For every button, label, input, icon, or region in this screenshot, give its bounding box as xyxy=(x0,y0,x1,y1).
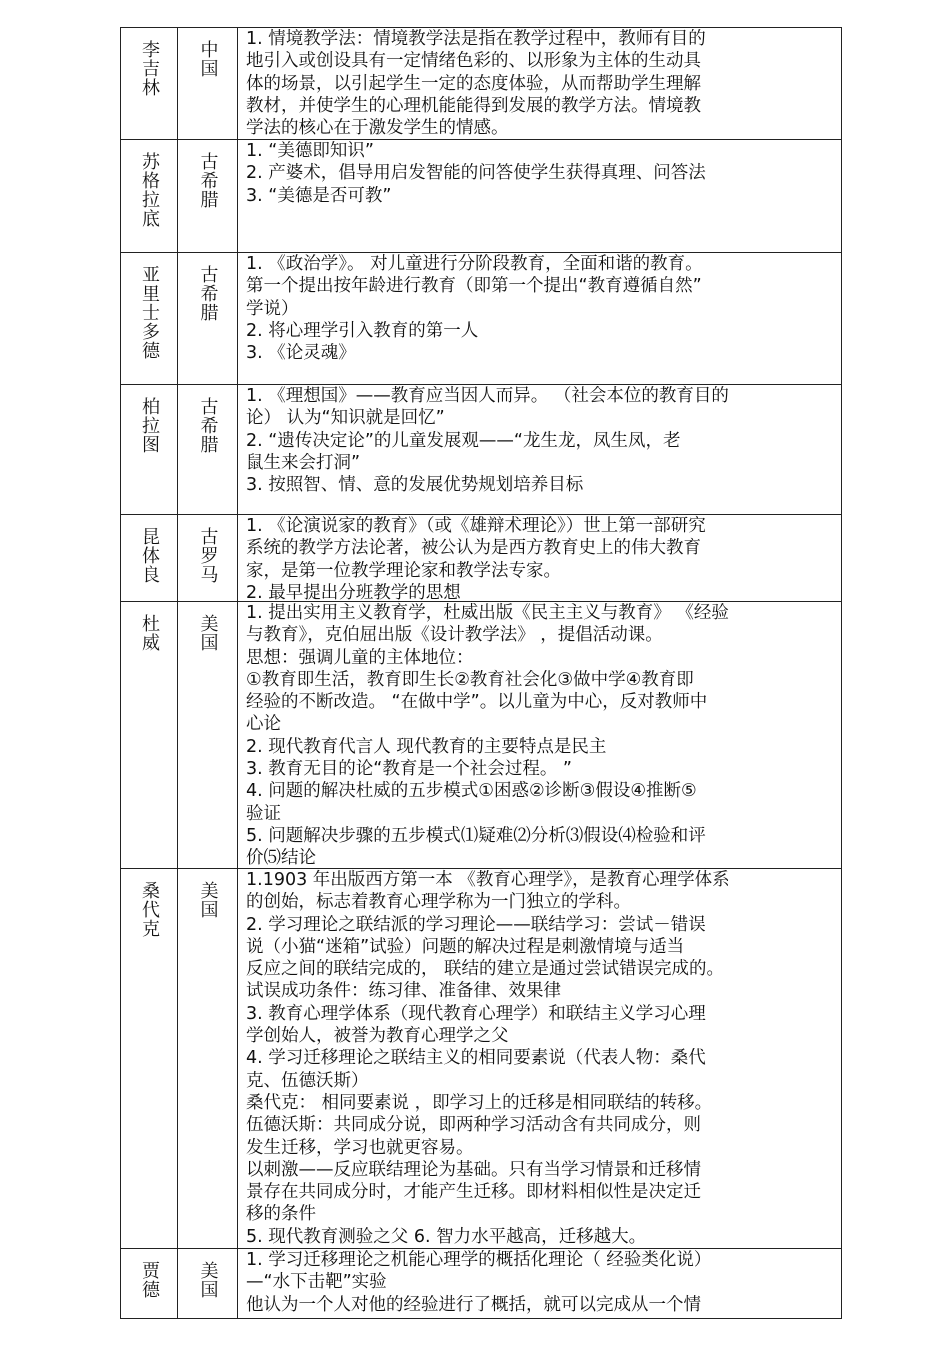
country-cell xyxy=(178,1249,238,1318)
contribution-line: 验证 xyxy=(246,803,281,824)
contribution-line: 2. “遗传决定论”的儿童发展观——“龙生龙，凤生凤，老 xyxy=(246,430,681,451)
educator-name: 柏拉图 xyxy=(139,397,160,454)
table-row xyxy=(120,27,842,140)
country: 古罗马 xyxy=(197,527,219,584)
country-cell xyxy=(178,515,238,601)
contribution-line: 地引入或创设具有一定情绪色彩的、以形象为主体的生动具 xyxy=(246,51,701,72)
country-cell xyxy=(178,28,238,139)
contribution-line: 鼠生来会打洞” xyxy=(246,452,361,473)
contribution-line: 他认为一个人对他的经验进行了概括，就可以完成从一个情 xyxy=(246,1294,701,1315)
contribution-line: 学创始人，被誉为教育心理学之父 xyxy=(246,1026,509,1047)
contribution-line: —“水下击靶”实验 xyxy=(246,1272,387,1293)
country-cell xyxy=(178,140,238,252)
table-row xyxy=(120,869,842,1249)
country-cell xyxy=(178,385,238,514)
country-cell xyxy=(178,869,238,1248)
contribution-line: 3. 教育无目的论“教育是一个社会过程。 ” xyxy=(246,759,572,780)
contribution-line: 发生迁移，学习也就更容易。 xyxy=(246,1137,474,1158)
contribution-cell xyxy=(238,1249,841,1318)
contribution-line: 体的场景，以引起学生一定的态度体验，从而帮助学生理解 xyxy=(246,73,701,94)
contribution-line: 1. 情境教学法：情境教学法是指在教学过程中，教师有目的 xyxy=(246,29,706,49)
contribution-line: 5. 问题解决步骤的五步模式⑴疑难⑵分析⑶假设⑷检验和评 xyxy=(246,825,706,846)
contribution-line: 移的条件 xyxy=(246,1204,316,1225)
country-cell xyxy=(178,602,238,868)
contribution-line: 教材，并使学生的心理机能能得到发展的教学方法。情境教 xyxy=(246,95,701,116)
country: 美国 xyxy=(197,1261,219,1299)
contribution-line: 3. 教育心理学体系（现代教育心理学）和联结主义学习心理 xyxy=(246,1003,706,1024)
contribution-cell xyxy=(238,140,841,252)
contribution-line: 论） 认为“知识就是回忆” xyxy=(246,408,445,429)
contribution-cell xyxy=(238,869,841,1248)
educator-name: 李吉林 xyxy=(139,40,160,97)
table-row xyxy=(120,385,842,515)
educator-name: 贾德 xyxy=(139,1261,160,1299)
educator-name: 亚里士多德 xyxy=(139,265,160,360)
country: 古希腊 xyxy=(197,152,219,209)
contribution-line: 说（小猫“迷箱”试验）问题的解决过程是刺激情境与适当 xyxy=(246,936,685,957)
educator-name: 杜威 xyxy=(139,614,160,652)
contribution-line: 2. 产婆术，倡导用启发智能的问答使学生获得真理、问答法 xyxy=(246,163,706,184)
country: 美国 xyxy=(197,614,219,652)
contribution-line: 反应之间的联结完成的， 联结的建立是通过尝试错误完成的。 xyxy=(246,959,725,980)
contribution-line: 伍德沃斯：共同成分说，即两种学习活动含有共同成分，则 xyxy=(246,1115,701,1136)
contribution-line: 学说） xyxy=(246,298,299,319)
contribution-cell xyxy=(238,515,841,601)
contribution-cell xyxy=(238,385,841,514)
contribution-line: 3. 按照智、情、意的发展优势规划培养目标 xyxy=(246,475,584,496)
table-row xyxy=(120,515,842,602)
contribution-line: 克、伍德沃斯） xyxy=(246,1070,369,1091)
contribution-line: 第一个提出按年龄进行教育（即第一个提出“教育遵循自然” xyxy=(246,276,702,297)
educator-name-cell xyxy=(121,602,178,868)
contribution-line: 学法的核心在于激发学生的情感。 xyxy=(246,118,509,139)
educator-name-cell xyxy=(121,1249,178,1318)
contribution-line: 5. 现代教育测验之父 6. 智力水平越高，迁移越大。 xyxy=(246,1226,647,1247)
country-cell xyxy=(178,253,238,384)
contribution-line: 1. 提出实用主义教育学，杜威出版《民主主义与教育》 《经验 xyxy=(246,603,729,623)
contribution-line: 与教育》，克伯屈出版《设计教学法》 ，提倡活动课。 xyxy=(246,625,663,646)
country: 古希腊 xyxy=(197,397,219,454)
educator-name-cell xyxy=(121,385,178,514)
educators-table xyxy=(120,27,842,1319)
contribution-cell xyxy=(238,253,841,384)
contribution-line: 2. 现代教育代言人 现代教育的主要特点是民主 xyxy=(246,736,607,757)
contribution-line: 3. 《论灵魂》 xyxy=(246,343,356,364)
table-row xyxy=(120,140,842,253)
educator-name: 苏格拉底 xyxy=(139,152,160,228)
contribution-cell xyxy=(238,602,841,868)
contribution-line: 2. 最早提出分班教学的思想 xyxy=(246,582,461,603)
educator-name-cell xyxy=(121,869,178,1248)
contribution-line: 心论 xyxy=(246,714,281,735)
educator-name-cell xyxy=(121,28,178,139)
contribution-line: 1.1903 年出版西方第一本 《教育心理学》，是教育心理学体系 xyxy=(246,870,730,890)
contribution-line: 1. 学习迁移理论之机能心理学的概括化理论（ 经验类化说） xyxy=(246,1250,712,1270)
contribution-line: 价⑸结论 xyxy=(246,848,316,869)
educator-name: 桑代克 xyxy=(139,881,160,938)
table-row xyxy=(120,602,842,869)
contribution-line: 1. 《论演说家的教育》（或《雄辩术理论》）世上第一部研究 xyxy=(246,516,706,536)
contribution-line: 2. 学习理论之联结派的学习理论——联结学习：尝试－错误 xyxy=(246,914,706,935)
contribution-line: 以刺激——反应联结理论为基础。只有当学习情景和迁移情 xyxy=(246,1159,701,1180)
contribution-line: 试误成功条件：练习律、准备律、效果律 xyxy=(246,981,561,1002)
educator-name-cell xyxy=(121,140,178,252)
contribution-line: 3. “美德是否可教” xyxy=(246,185,392,206)
country: 中国 xyxy=(197,40,219,78)
contribution-line: 的创始，标志着教育心理学称为一门独立的学科。 xyxy=(246,892,631,913)
country: 古希腊 xyxy=(197,265,219,322)
educator-name-cell xyxy=(121,515,178,601)
contribution-line: 思想：强调儿童的主体地位： xyxy=(246,647,474,668)
contribution-line: 1. “美德即知识” xyxy=(246,141,374,161)
contribution-cell xyxy=(238,28,841,139)
contribution-line: 4. 学习迁移理论之联结主义的相同要素说（代表人物：桑代 xyxy=(246,1048,706,1069)
country: 美国 xyxy=(197,881,219,919)
contribution-line: 景存在共同成分时，才能产生迁移。即材料相似性是决定迁 xyxy=(246,1182,701,1203)
contribution-line: ①教育即生活，教育即生长②教育社会化③做中学④教育即 xyxy=(246,669,694,690)
contribution-line: 家，是第一位教学理论家和教学法专家。 xyxy=(246,560,561,581)
educator-name-cell xyxy=(121,253,178,384)
contribution-line: 1. 《政治学》。 对儿童进行分阶段教育，全面和谐的教育。 xyxy=(246,254,703,274)
contribution-line: 2. 将心理学引入教育的第一人 xyxy=(246,320,479,341)
contribution-line: 系统的教学方法论著，被公认为是西方教育史上的伟大教育 xyxy=(246,538,701,559)
table-row xyxy=(120,253,842,385)
contribution-line: 经验的不断改造。 “在做中学”。以儿童为中心，反对教师中 xyxy=(246,692,708,713)
table-row xyxy=(120,1249,842,1319)
contribution-line: 桑代克： 相同要素说 ，即学习上的迁移是相同联结的转移。 xyxy=(246,1092,713,1113)
educator-name: 昆体良 xyxy=(139,527,160,584)
contribution-line: 4. 问题的解决杜威的五步模式①困惑②诊断③假设④推断⑤ xyxy=(246,781,697,802)
contribution-line: 1. 《理想国》——教育应当因人而异。 （社会本位的教育目的 xyxy=(246,386,729,406)
